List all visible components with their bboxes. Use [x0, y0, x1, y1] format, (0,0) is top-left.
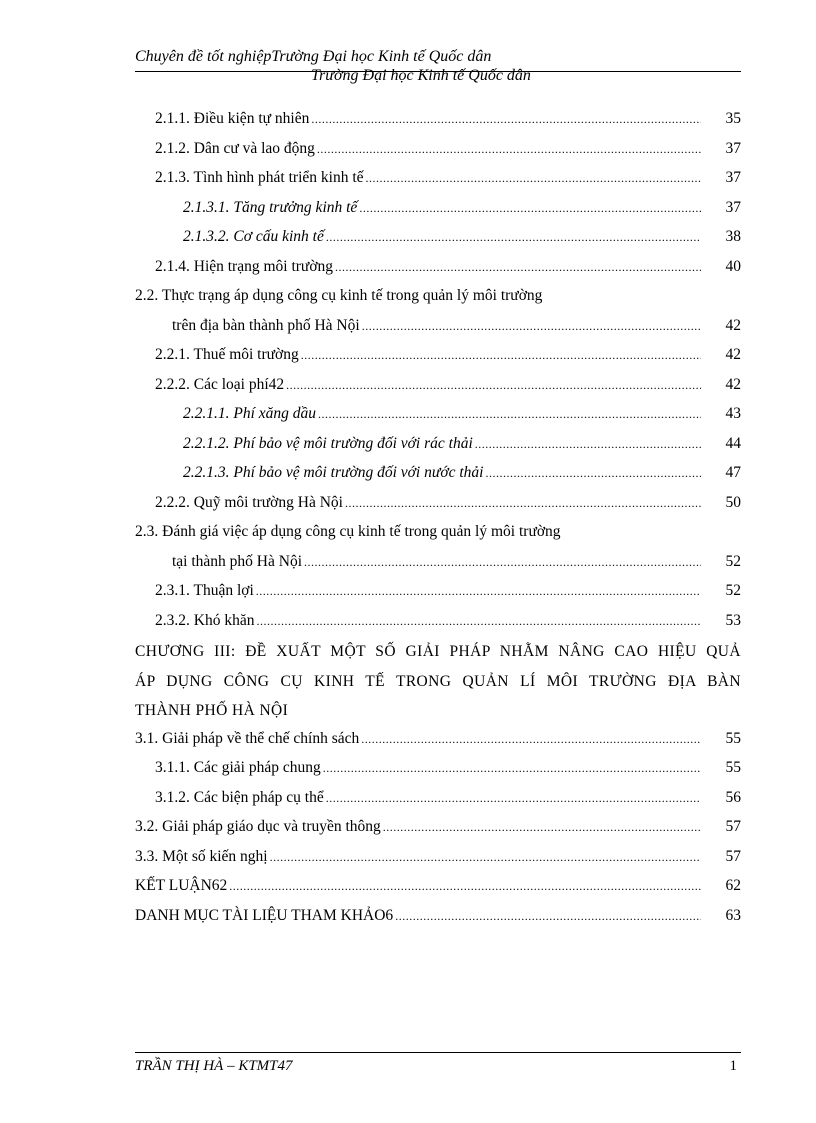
toc-leader-dots — [326, 224, 701, 250]
toc-entry — [135, 519, 741, 549]
toc-entry-title: 2.2.1.2. Phí bảo vệ môi trường đối với rác thải — [183, 434, 473, 452]
toc-leader-dots — [301, 342, 701, 368]
toc-leader-dots — [485, 460, 701, 486]
toc-entry-page: 40 — [725, 257, 741, 275]
toc-entry — [135, 431, 741, 461]
toc-entry — [135, 136, 741, 166]
toc-entry — [135, 372, 741, 402]
toc-leader-dots — [362, 313, 701, 339]
toc-entry-title: 3.3. Một số kiến nghị — [135, 847, 268, 865]
toc-entry-title: 3.1.1. Các giải pháp chung — [155, 759, 321, 776]
toc-entry-page: 37 — [725, 198, 741, 216]
toc-entry — [135, 460, 741, 490]
table-of-contents — [135, 106, 741, 932]
toc-entry-title: 2.2. Thực trạng áp dụng công cụ kinh tế trong quản lý môi trường — [135, 287, 543, 304]
chapter-heading-line: ÁP DỤNG CÔNG CỤ KINH TẾ TRONG QUẢN LÍ MÔI TRƯỜNG ĐỊA BÀN — [135, 672, 741, 690]
toc-entry — [135, 755, 741, 785]
toc-entry-page: 55 — [725, 729, 741, 747]
toc-entry — [135, 283, 741, 313]
footer-rule — [135, 1052, 741, 1053]
toc-entry-title: 2.2.1.1. Phí xăng dầu — [183, 405, 317, 422]
toc-entry-title: 3.1. Giải pháp về thể chế chính sách — [135, 729, 360, 747]
toc-leader-dots — [361, 726, 701, 752]
toc-entry-page: 38 — [725, 228, 741, 245]
toc-entry — [135, 844, 741, 874]
toc-entry-title: 2.1.4. Hiện trạng môi trường — [155, 257, 334, 275]
toc-entry-page: 53 — [725, 611, 741, 629]
toc-entry — [135, 785, 741, 815]
toc-entry — [135, 549, 741, 579]
toc-entry — [135, 873, 741, 903]
toc-leader-dots — [323, 755, 701, 781]
toc-entry-page: 52 — [725, 582, 741, 599]
chapter-heading-line: CHƯƠNG III: ĐỀ XUẤT MỘT SỐ GIẢI PHÁP NHẰM NÂNG CAO HIỆU QUẢ — [135, 643, 741, 660]
chapter-heading-line: THÀNH PHỐ HÀ NỘI — [135, 702, 289, 719]
toc-entry-page: 43 — [725, 405, 741, 422]
toc-entry-page: 52 — [725, 552, 741, 570]
toc-leader-dots — [395, 903, 701, 929]
toc-leader-dots — [256, 578, 701, 604]
toc-entry-page: 47 — [725, 464, 741, 481]
toc-entry-page: 55 — [725, 759, 741, 776]
toc-entry-title: 2.3.1. Thuận lợi — [155, 582, 254, 599]
toc-entry-title: 2.1.1. Điều kiện tự nhiên — [155, 110, 310, 127]
toc-leader-dots — [366, 165, 701, 191]
toc-entry-page: 63 — [725, 906, 741, 924]
toc-entry-page: 57 — [725, 818, 741, 835]
toc-leader-dots — [229, 873, 701, 899]
toc-entry-title: tại thành phố Hà Nội — [172, 552, 303, 570]
toc-entry-title: 2.2.1. Thuế môi trường — [155, 346, 299, 363]
header-subtitle: Trường Đại học Kinh tế Quốc dân — [311, 67, 531, 84]
toc-entry-title: DANH MỤC TÀI LIỆU THAM KHẢO6 — [135, 906, 394, 924]
toc-entry — [135, 224, 741, 254]
toc-entry-title: KẾT LUẬN62 — [135, 877, 228, 894]
toc-entry-title: trên địa bàn thành phố Hà Nội — [172, 316, 360, 334]
toc-entry — [135, 726, 741, 756]
toc-leader-dots — [256, 608, 701, 634]
toc-entry — [135, 342, 741, 372]
page-number: 1 — [729, 1058, 737, 1074]
toc-entry-title: 3.1.2. Các biện pháp cụ thể — [155, 788, 324, 806]
toc-entry-page: 50 — [725, 493, 741, 511]
toc-leader-dots — [270, 844, 701, 870]
toc-entry — [135, 313, 741, 343]
header-title: Chuyên đề tốt nghiệpTrường Đại học Kinh tế Quốc dân — [135, 48, 492, 65]
toc-entry-title: 2.3.2. Khó khăn — [155, 611, 255, 629]
toc-entry-page: 37 — [725, 169, 741, 186]
toc-entry-page: 62 — [725, 877, 741, 894]
toc-leader-dots — [335, 254, 701, 280]
toc-entry — [135, 254, 741, 284]
toc-leader-dots — [311, 106, 701, 132]
toc-leader-dots — [359, 195, 701, 221]
toc-entry-title: 2.2.1.3. Phí bảo vệ môi trường đối với nước thải — [183, 464, 484, 481]
toc-entry — [135, 490, 741, 520]
chapter-heading — [135, 637, 741, 726]
toc-entry-title: 2.1.3. Tình hình phát triển kinh tế — [155, 169, 364, 186]
toc-entry — [135, 195, 741, 225]
toc-leader-dots — [475, 431, 701, 457]
toc-entry-page: 42 — [725, 316, 741, 334]
toc-entry — [135, 106, 741, 136]
toc-leader-dots — [304, 549, 701, 575]
toc-leader-dots — [345, 490, 701, 516]
toc-entry — [135, 165, 741, 195]
toc-leader-dots — [318, 401, 701, 427]
toc-leader-dots — [286, 372, 701, 398]
toc-entry-page: 44 — [725, 434, 741, 452]
toc-entry-page: 56 — [725, 788, 741, 806]
toc-entry-title: 3.2. Giải pháp giáo dục và truyền thông — [135, 818, 381, 835]
toc-entry-page: 37 — [725, 139, 741, 157]
toc-entry-title: 2.1.3.2. Cơ cấu kinh tế — [183, 228, 324, 245]
toc-entry-title: 2.2.2. Quỹ môi trường Hà Nội — [155, 493, 343, 511]
toc-entry-page: 57 — [725, 847, 741, 865]
toc-entry-title: 2.1.2. Dân cư và lao động — [155, 139, 315, 157]
toc-entry — [135, 401, 741, 431]
toc-entry — [135, 814, 741, 844]
toc-entry — [135, 578, 741, 608]
toc-entry-page: 42 — [725, 346, 741, 363]
footer-author: TRẦN THỊ HÀ – KTMT47 — [135, 1058, 293, 1074]
toc-leader-dots — [317, 136, 701, 162]
toc-entry-title: 2.1.3.1. Tăng trưởng kinh tế — [183, 198, 358, 216]
toc-entry-title: 2.2.2. Các loại phí42 — [155, 375, 285, 393]
toc-entry-title: 2.3. Đánh giá việc áp dụng công cụ kinh tế trong quản lý môi trường — [135, 523, 561, 540]
toc-entry — [135, 903, 741, 933]
toc-leader-dots — [383, 814, 701, 840]
toc-entry-page: 35 — [725, 110, 741, 127]
toc-entry-page: 42 — [725, 375, 741, 393]
toc-leader-dots — [326, 785, 701, 811]
toc-entry — [135, 608, 741, 638]
